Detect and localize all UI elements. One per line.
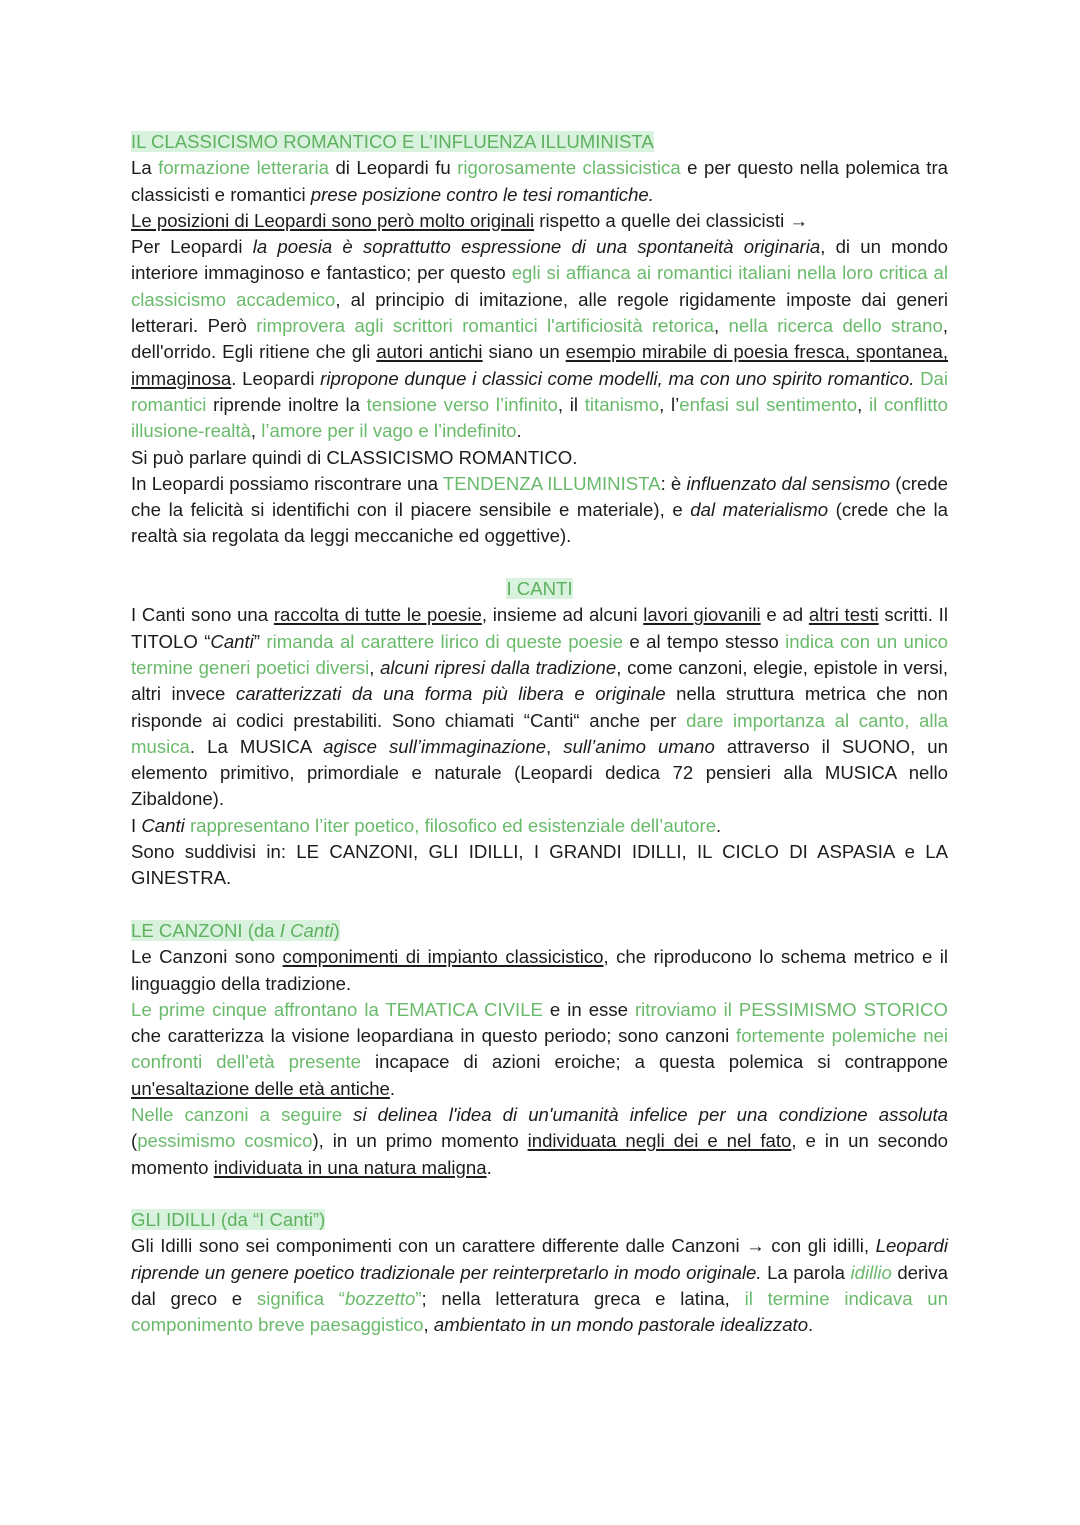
- paragraph: [131, 944, 948, 997]
- text-run: ,: [250, 420, 262, 442]
- text-run: dal materialismo: [690, 499, 829, 521]
- text-run: ”: [253, 630, 267, 652]
- text-run: rigorosamente classicistica: [457, 157, 681, 179]
- text-run: .: [389, 1077, 396, 1099]
- text-run: I Canti: [279, 919, 334, 941]
- text-run: , al principio di imitazione, alle regole rigidamente imposte dai generi letterari. Però: [131, 288, 948, 337]
- text-run: , il: [557, 393, 585, 415]
- text-run: attraverso il SUONO, un elemento primitivo, primordiale e naturale (Leopardi dedica 72 pensieri alla MUSICA nello Zibaldone).: [131, 735, 948, 810]
- text-run: , l’: [659, 393, 680, 415]
- text-run: indica con un unico termine generi poetici diversi: [131, 630, 948, 678]
- text-run: Per Leopardi: [131, 236, 253, 258]
- text-run: [342, 1104, 353, 1125]
- text-run: I Canti sono una: [131, 604, 274, 626]
- text-run: ,: [857, 393, 869, 415]
- text-run: formazione letteraria: [158, 157, 329, 179]
- text-run: nella struttura metrica che non risponde ai codici prestabiliti. Sono chiamati “Canti“ anche per: [131, 683, 948, 731]
- text-run: .: [516, 420, 522, 442]
- text-run: pessimismo cosmico: [137, 1130, 313, 1152]
- text-run: caratterizzati da una forma più libera e originale: [235, 683, 666, 705]
- text-run: ”: [415, 1288, 422, 1310]
- section-heading: GLI IDILLI (da “I Canti”): [131, 1209, 326, 1231]
- text-run: rispetto a quelle dei classicisti →: [534, 209, 808, 231]
- text-run: (crede che la felicità si identifichi con il piacere sensibile e materiale), e: [131, 472, 948, 521]
- text-run: rappresentano l’iter poetico, filosofico ed esistenziale dell’autore: [189, 814, 717, 836]
- paragraph: [131, 208, 948, 234]
- text-run: e per questo nella polemica tra classicisti e romantici: [131, 157, 948, 205]
- text-run: Nelle canzoni a seguire: [131, 1103, 343, 1125]
- paragraph: [131, 155, 948, 208]
- text-run: il termine indicava un componimento breve paesaggistico: [131, 1288, 948, 1336]
- paragraph: [131, 1233, 948, 1338]
- text-run: un'esaltazione delle età antiche: [131, 1077, 390, 1099]
- paragraph: [131, 1102, 948, 1181]
- text-run: Canti: [141, 814, 185, 836]
- text-run: , dell'orrido. Egli ritiene che gli: [131, 315, 948, 363]
- text-run: e al tempo stesso: [623, 630, 786, 652]
- text-run: Leopardi riprende un genere poetico tradizionale per reinterpretarlo in modo originale.: [131, 1235, 948, 1283]
- text-run: ambientato in un mondo pastorale idealizzato: [433, 1314, 809, 1336]
- text-run: influenzato dal sensismo: [686, 472, 891, 494]
- section-spacer: [131, 550, 948, 576]
- text-run: altri testi: [808, 604, 879, 626]
- section-spacer: [131, 892, 948, 918]
- text-run: , che riproducono lo schema metrico e il linguaggio della tradizione.: [131, 946, 948, 994]
- text-run: riprende inoltre la: [206, 393, 367, 415]
- section-heading: [131, 920, 340, 941]
- text-run: ,: [369, 656, 381, 678]
- text-run: ,: [713, 315, 729, 337]
- text-run: .: [716, 814, 722, 836]
- text-run: . La MUSICA: [189, 735, 324, 757]
- text-run: componimenti di impianto classicistico: [282, 946, 604, 968]
- section-heading-row: [131, 129, 948, 155]
- text-run: .: [486, 1156, 492, 1178]
- text-run: rimprovera agli scrittori romantici l'artificiosità retorica: [256, 315, 714, 337]
- text-run: fortemente polemiche nei confronti dell'età presente: [131, 1025, 949, 1073]
- text-run: La parola: [761, 1261, 851, 1283]
- text-run: agisce sull’immaginazione: [323, 735, 547, 757]
- text-run: e ad: [760, 604, 809, 626]
- paragraph: [131, 813, 948, 839]
- text-run: rimanda al carattere lirico di queste poesie: [266, 630, 624, 652]
- text-run: I: [131, 814, 142, 836]
- text-run: TENDENZA ILLUMINISTA: [442, 472, 661, 494]
- text-run: enfasi sul sentimento: [679, 393, 858, 415]
- text-run: il conflitto illusione-realtà: [131, 393, 949, 442]
- text-run: alcuni ripresi dalla tradizione: [380, 656, 617, 678]
- text-run: raccolta di tutte le poesie: [273, 604, 482, 626]
- text-run: significa “: [256, 1288, 345, 1310]
- text-run: ): [333, 919, 340, 941]
- paragraph: [131, 997, 948, 1102]
- text-run: , e in un secondo momento: [131, 1130, 949, 1178]
- paragraph: [131, 471, 948, 550]
- text-run: ), in un primo momento: [312, 1130, 528, 1152]
- text-run: Le posizioni di Leopardi sono però molto originali: [131, 209, 535, 231]
- section-heading: IL CLASSICISMO ROMANTICO E L’INFLUENZA ILLUMINISTA: [131, 131, 654, 152]
- text-run: (: [131, 1130, 138, 1152]
- text-run: tensione verso l’infinito: [366, 393, 558, 415]
- text-run: scritti. Il TITOLO “: [131, 604, 948, 652]
- text-run: di Leopardi fu: [328, 157, 458, 179]
- text-run: titanismo: [584, 393, 660, 415]
- text-run: idillio: [850, 1261, 892, 1283]
- text-run: che caratterizza la visione leopardiana in questo periodo; sono canzoni: [131, 1025, 737, 1047]
- section-heading: I CANTI: [506, 578, 573, 600]
- text-run: , come canzoni, elegie, epistole in versi, altri invece: [131, 656, 948, 705]
- text-run: Le Canzoni sono: [131, 946, 283, 968]
- text-run: individuata negli dei e nel fato: [527, 1130, 792, 1152]
- text-run: incapace di azioni eroiche; a questa polemica si contrappone: [361, 1051, 948, 1073]
- text-run: individuata in una natura maligna: [213, 1156, 487, 1178]
- text-run: egli si affianca ai romantici italiani nella loro critica al classicismo accademico: [131, 262, 948, 310]
- text-run: La: [131, 157, 159, 179]
- text-run: ,: [546, 735, 564, 757]
- text-run: bozzetto: [345, 1288, 416, 1310]
- section-heading-row: [131, 1207, 948, 1233]
- section-spacer: [131, 1181, 948, 1207]
- text-run: Sono suddivisi in: LE CANZONI, GLI IDILLI, I GRANDI IDILLI, IL CICLO DI ASPASIA e LA GINESTRA.: [131, 841, 948, 889]
- text-run: Dai romantici: [131, 367, 948, 415]
- text-run: Canti: [210, 630, 254, 652]
- text-run: siano un: [482, 341, 566, 363]
- text-run: , insieme ad alcuni: [481, 604, 644, 626]
- section-heading-row: [131, 576, 948, 602]
- text-run: esempio mirabile di poesia fresca, spontanea, immaginosa: [131, 341, 948, 389]
- text-run: Gli Idilli sono sei componimenti con un carattere differente dalle Canzoni → con gli idilli,: [131, 1235, 876, 1257]
- text-run: ritroviamo il PESSIMISMO STORICO: [634, 998, 948, 1020]
- text-run: ,: [423, 1314, 434, 1336]
- text-run: . Leopardi: [231, 367, 321, 389]
- text-run: dare importanza al canto, alla musica: [131, 709, 948, 757]
- text-run: prese posizione contro le tesi romantiche.: [310, 183, 654, 205]
- text-run: ripropone dunque i classici come modelli, ma con uno spirito romantico.: [320, 367, 915, 389]
- paragraph: [131, 839, 948, 892]
- text-run: deriva dal greco e: [131, 1261, 948, 1310]
- text-run: ; nella letteratura greca e latina,: [421, 1288, 745, 1310]
- text-run: (crede che la realtà sia regolata da leggi meccaniche ed oggettive).: [131, 499, 948, 547]
- text-run: la poesia è soprattutto espressione di una spontaneità originaria: [252, 236, 821, 258]
- paragraph: [131, 602, 948, 812]
- paragraph: [131, 234, 948, 444]
- text-run: LE CANZONI (da: [131, 919, 280, 941]
- paragraph: [131, 445, 948, 471]
- text-run: e in esse: [542, 998, 635, 1020]
- text-run: autori antichi: [376, 341, 483, 363]
- text-run: In Leopardi possiamo riscontrare una: [131, 472, 443, 494]
- text-run: Le prime cinque affrontano la TEMATICA CIVILE: [131, 998, 543, 1020]
- text-run: .: [808, 1314, 814, 1336]
- text-run: , di un mondo interiore immaginoso e fantastico; per questo: [131, 236, 949, 284]
- text-run: si delinea l'idea di un'umanità infelice per una condizione assoluta: [353, 1103, 948, 1125]
- text-run: nella ricerca dello strano: [728, 315, 943, 337]
- text-run: Si può parlare quindi di CLASSICISMO ROMANTICO.: [131, 446, 578, 468]
- section-heading-row: [131, 918, 948, 944]
- text-run: lavori giovanili: [643, 604, 761, 626]
- text-run: l’amore per il vago e l’indefinito: [261, 420, 517, 442]
- text-run: : è: [660, 472, 687, 494]
- text-run: sull’animo umano: [563, 735, 715, 757]
